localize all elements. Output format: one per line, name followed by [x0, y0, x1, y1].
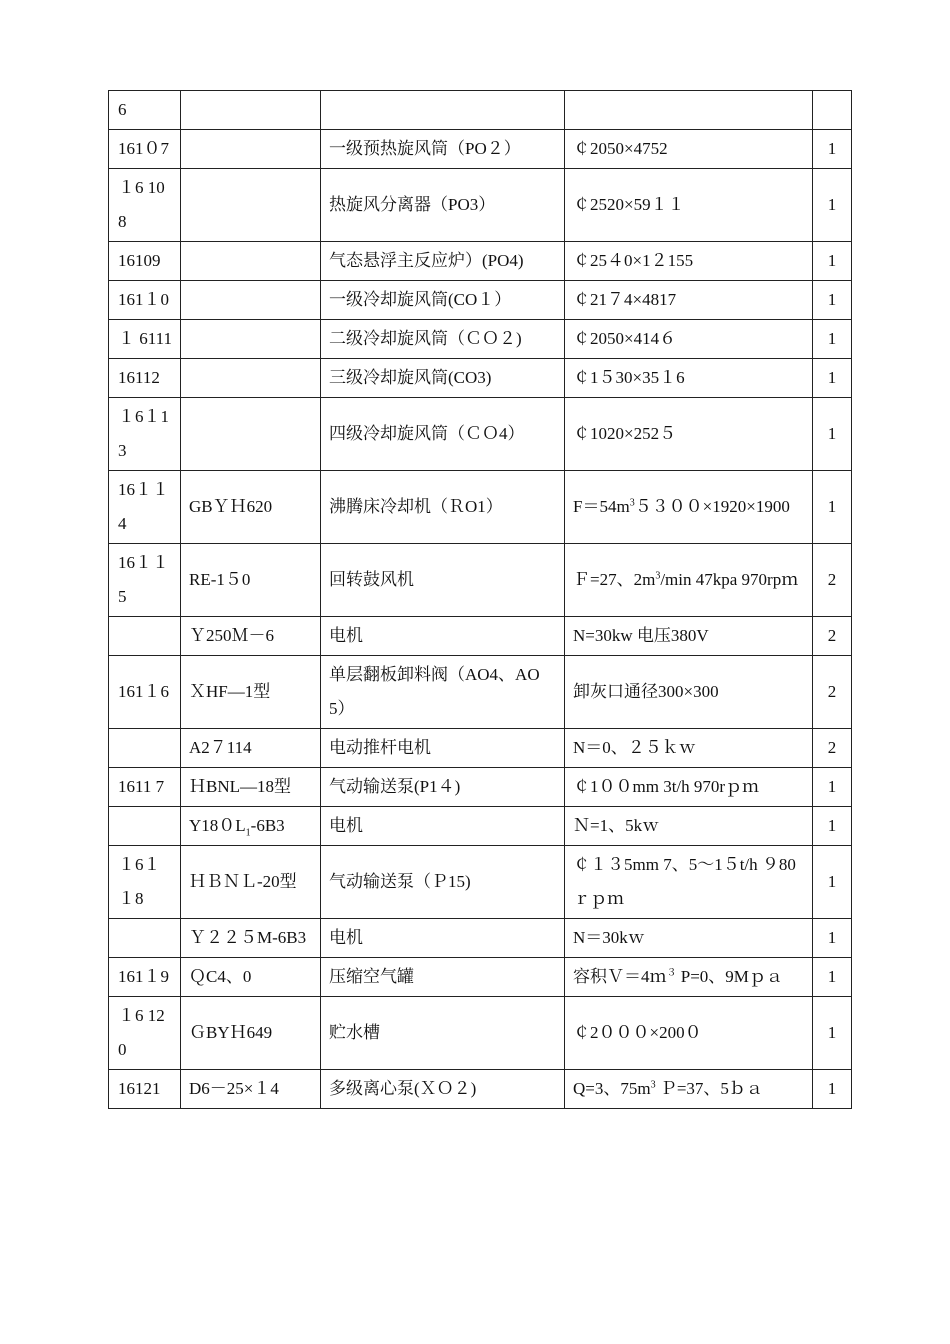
- cell-model: RE-1５0: [181, 544, 321, 617]
- table-row: [109, 919, 852, 958]
- cell-quantity: 1: [813, 958, 852, 997]
- cell-name: 一级预热旋风筒（PO２）: [321, 130, 565, 169]
- cell-spec: ￠2520×59１１: [565, 169, 813, 242]
- cell-quantity: 1: [813, 471, 852, 544]
- cell-quantity: 2: [813, 617, 852, 656]
- cell-spec: N＝30kｗ: [565, 919, 813, 958]
- cell-spec: N＝0、２５ｋｗ: [565, 729, 813, 768]
- cell-name: 多级离心泵(ＸＯ２): [321, 1070, 565, 1109]
- cell-spec: ￠1００mm 3t/h 970rｐｍ: [565, 768, 813, 807]
- table-row: [109, 807, 852, 846]
- cell-spec: ￠１３5mm 7、5～1５t/h ９80 ｒｐｍ: [565, 846, 813, 919]
- cell-quantity: 1: [813, 359, 852, 398]
- cell-model: [181, 359, 321, 398]
- table-row: [109, 130, 852, 169]
- cell-model: $Y180L_1-6B3$: [181, 807, 321, 846]
- table-row: [109, 617, 852, 656]
- cell-name: 电机: [321, 919, 565, 958]
- cell-model: [181, 281, 321, 320]
- cell-model: A2７114: [181, 729, 321, 768]
- cell-model: [181, 169, 321, 242]
- cell-number: 16１１5: [109, 544, 181, 617]
- cell-spec: Q=3、$75m^3$ Ｐ=37、5ｂａ: [565, 1070, 813, 1109]
- cell-quantity: 1: [813, 130, 852, 169]
- cell-spec: [565, 91, 813, 130]
- cell-spec: Ｆ=27、$2m^3/\min$ 47kpa 970rpｍ: [565, 544, 813, 617]
- cell-name: 沸腾床冷却机（ＲO1）: [321, 471, 565, 544]
- cell-spec: ￠1５30×35１6: [565, 359, 813, 398]
- cell-model: GBＹＨ620: [181, 471, 321, 544]
- cell-spec: 容积Ｖ＝4ｍ$^3$ P=0、9Mｐａ: [565, 958, 813, 997]
- cell-number: １6１１8: [109, 846, 181, 919]
- cell-model: [181, 242, 321, 281]
- cell-number: 161１0: [109, 281, 181, 320]
- table-row: [109, 359, 852, 398]
- table-row: [109, 656, 852, 729]
- cell-name: [321, 91, 565, 130]
- cell-spec: $F=54m^35300\times 1920\times 1900$: [565, 471, 813, 544]
- cell-spec: ￠2０００×200０: [565, 997, 813, 1070]
- cell-quantity: 1: [813, 919, 852, 958]
- cell-quantity: 1: [813, 997, 852, 1070]
- cell-number: １ 6111: [109, 320, 181, 359]
- cell-quantity: [813, 91, 852, 130]
- cell-name: 贮水槽: [321, 997, 565, 1070]
- cell-name: 气态悬浮主反应炉）(PO4): [321, 242, 565, 281]
- table-row: [109, 398, 852, 471]
- cell-spec: ￠1020×252５: [565, 398, 813, 471]
- table-row: [109, 320, 852, 359]
- cell-quantity: 2: [813, 729, 852, 768]
- cell-model: D6－25×１4: [181, 1070, 321, 1109]
- cell-name: 三级冷却旋风筒(CO3): [321, 359, 565, 398]
- cell-model: [181, 320, 321, 359]
- cell-name: 热旋风分离器（PO3）: [321, 169, 565, 242]
- table-row: [109, 242, 852, 281]
- table-row: [109, 281, 852, 320]
- cell-model: [181, 130, 321, 169]
- cell-name: 回转鼓风机: [321, 544, 565, 617]
- cell-name: 单层翻板卸料阀（AO4、AO5）: [321, 656, 565, 729]
- cell-quantity: 2: [813, 544, 852, 617]
- cell-name: 气动输送泵（Ｐ15): [321, 846, 565, 919]
- cell-number: １6１13: [109, 398, 181, 471]
- table-row: [109, 169, 852, 242]
- cell-model: ＧBYＨ649: [181, 997, 321, 1070]
- table-row: [109, 544, 852, 617]
- cell-model: ＨBNL—18型: [181, 768, 321, 807]
- cell-number: 6: [109, 91, 181, 130]
- cell-number: １6 120: [109, 997, 181, 1070]
- table-row: [109, 1070, 852, 1109]
- cell-number: 16121: [109, 1070, 181, 1109]
- cell-name: 电动推杆电机: [321, 729, 565, 768]
- cell-model: [181, 91, 321, 130]
- table-row: [109, 958, 852, 997]
- cell-name: 压缩空气罐: [321, 958, 565, 997]
- cell-quantity: 1: [813, 846, 852, 919]
- cell-spec: ￠2050×4752: [565, 130, 813, 169]
- table-row: [109, 997, 852, 1070]
- cell-quantity: 1: [813, 807, 852, 846]
- table-row: [109, 768, 852, 807]
- cell-model: ＱC4、0: [181, 958, 321, 997]
- cell-spec: ￠2050×414６: [565, 320, 813, 359]
- cell-name: 电机: [321, 807, 565, 846]
- cell-number: 16112: [109, 359, 181, 398]
- cell-name: 一级冷却旋风筒(CO１）: [321, 281, 565, 320]
- cell-spec: N=30kw 电压380V: [565, 617, 813, 656]
- cell-model: Ｙ２２５M-6B3: [181, 919, 321, 958]
- cell-model: ＨＢＮＬ-20型: [181, 846, 321, 919]
- table-row: [109, 91, 852, 130]
- cell-quantity: 1: [813, 398, 852, 471]
- cell-number: 161０7: [109, 130, 181, 169]
- cell-quantity: 1: [813, 1070, 852, 1109]
- cell-model: ＸHF—1型: [181, 656, 321, 729]
- cell-number: 16109: [109, 242, 181, 281]
- cell-number: 16１１4: [109, 471, 181, 544]
- equipment-table: [108, 90, 852, 1109]
- cell-quantity: 1: [813, 320, 852, 359]
- cell-name: 四级冷却旋风筒（ＣＯ4）: [321, 398, 565, 471]
- cell-quantity: 1: [813, 281, 852, 320]
- cell-quantity: 2: [813, 656, 852, 729]
- table-row: [109, 846, 852, 919]
- cell-model: Ｙ250Ｍ－6: [181, 617, 321, 656]
- table-row: [109, 729, 852, 768]
- cell-number: [109, 919, 181, 958]
- cell-number: １6 108: [109, 169, 181, 242]
- cell-quantity: 1: [813, 169, 852, 242]
- cell-name: 气动输送泵(P1４): [321, 768, 565, 807]
- cell-number: 1611 7: [109, 768, 181, 807]
- table-row: [109, 471, 852, 544]
- cell-spec: Ｎ=1、5kｗ: [565, 807, 813, 846]
- cell-number: [109, 729, 181, 768]
- cell-spec: 卸灰口通径300×300: [565, 656, 813, 729]
- cell-name: 电机: [321, 617, 565, 656]
- cell-spec: ￠21７4×4817: [565, 281, 813, 320]
- cell-number: 161１6: [109, 656, 181, 729]
- cell-name: 二级冷却旋风筒（ＣＯ２): [321, 320, 565, 359]
- cell-spec: ￠25４0×1２155: [565, 242, 813, 281]
- cell-number: [109, 807, 181, 846]
- cell-quantity: 1: [813, 242, 852, 281]
- cell-model: [181, 398, 321, 471]
- cell-number: [109, 617, 181, 656]
- cell-quantity: 1: [813, 768, 852, 807]
- cell-number: 161１9: [109, 958, 181, 997]
